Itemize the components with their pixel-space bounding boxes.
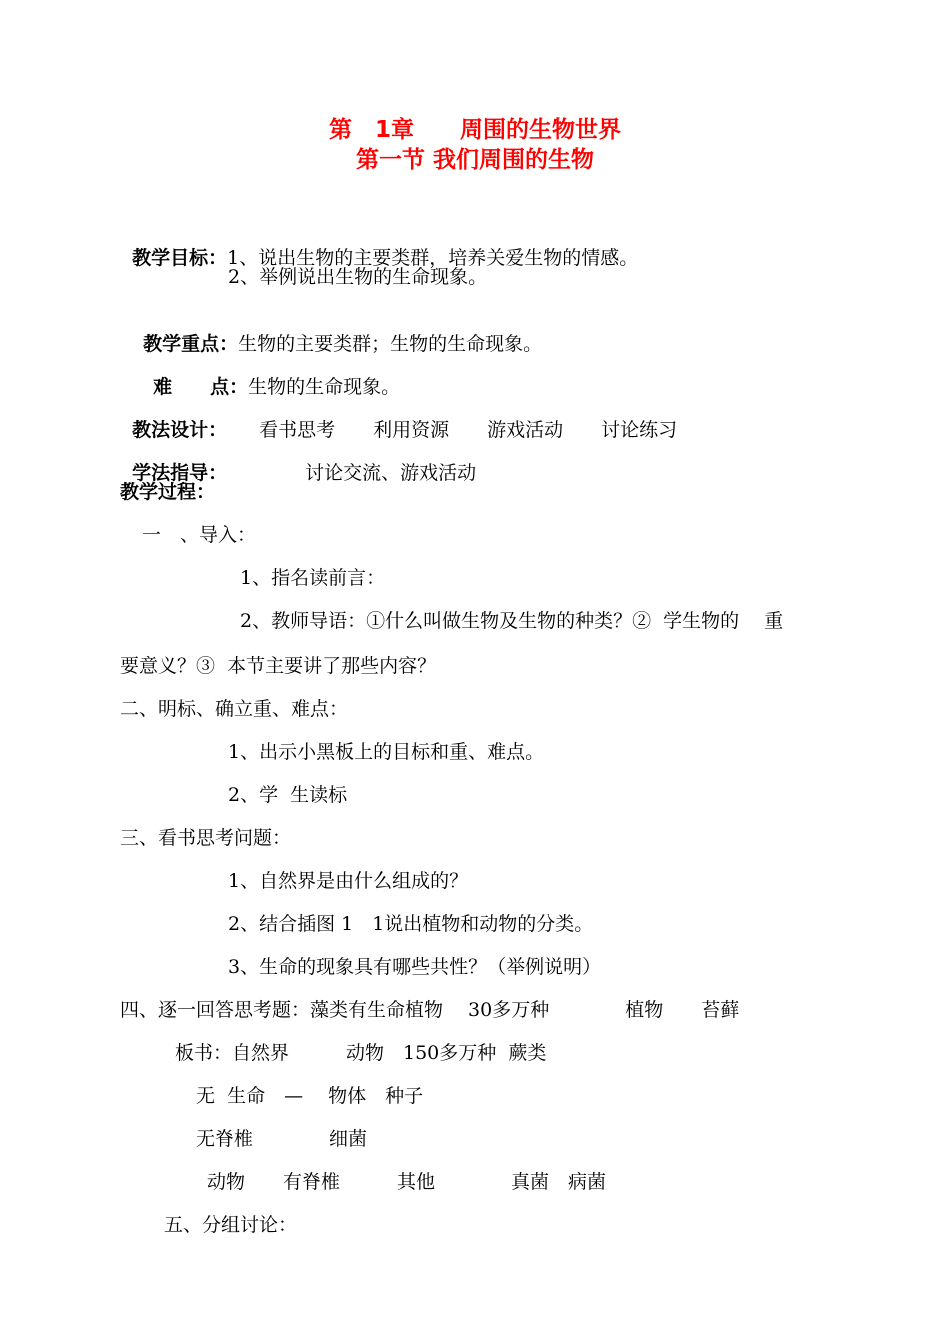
difficulty-label: 难 点： xyxy=(153,376,249,398)
step2-heading: 二、明标、确立重、难点： xyxy=(120,698,349,720)
step1-item-2-line-2: 要意义？③ 本节主要讲了那些内容？ xyxy=(120,655,437,677)
key-points-text: 生物的主要类群；生物的生命现象。 xyxy=(238,333,543,355)
step2-item-1: 1、出示小黑板上的目标和重、难点。 xyxy=(228,741,545,763)
step3-item-1: 1、自然界是由什么组成的？ xyxy=(228,870,469,892)
key-points-line xyxy=(131,308,542,356)
difficulty-line xyxy=(141,351,400,399)
step4-line-4: 无脊椎 细菌 xyxy=(196,1128,368,1150)
step1-heading: 一 、导入： xyxy=(142,524,257,546)
study-guide-text: 讨论交流、游戏活动 xyxy=(305,462,477,484)
step4-line-1: 四、逐一回答思考题：藻类有生命植物 30多万种 植物 苔藓 xyxy=(120,999,740,1021)
section-title: 第一节 我们周围的生物 xyxy=(355,147,594,173)
goals-label: 教学目标： xyxy=(132,247,228,269)
chapter-title: 第 1章 周围的生物世界 xyxy=(328,117,621,143)
study-guide-line xyxy=(120,437,476,485)
study-guide-label: 学法指导： xyxy=(132,462,228,484)
difficulty-text: 生物的生命现象。 xyxy=(248,376,401,398)
step1-item-2-line-1: 2、教师导语：①什么叫做生物及生物的种类？② 学生物的 重 xyxy=(240,610,784,632)
step5-heading: 五、分组讨论： xyxy=(164,1214,298,1236)
step4-line-5: 动物 有脊椎 其他 真菌 病菌 xyxy=(207,1171,607,1193)
step3-item-3: 3、生命的现象具有哪些共性？（举例说明） xyxy=(228,956,602,978)
step3-heading: 三、看书思考问题： xyxy=(120,827,292,849)
step4-line-2: 板书：自然界 动物 150多万种 蕨类 xyxy=(175,1042,547,1064)
methods-text: 看书思考 利用资源 游戏活动 讨论练习 xyxy=(259,419,678,441)
key-points-label: 教学重点： xyxy=(143,333,239,355)
process-label: 教学过程： xyxy=(120,481,216,503)
step3-item-2: 2、结合插图 1 1说出植物和动物的分类。 xyxy=(228,913,594,935)
step4-line-3: 无 生命 — 物体 种子 xyxy=(196,1085,424,1107)
goal-item-1: 1、说出生物的主要类群，培养关爱生物的情感。 xyxy=(227,247,639,269)
step1-item-1: 1、指名读前言： xyxy=(240,567,386,589)
methods-label: 教法设计： xyxy=(132,419,228,441)
goals-line-1 xyxy=(120,222,638,270)
methods-line xyxy=(120,394,677,442)
goal-item-2: 2、举例说出生物的生命现象。 xyxy=(228,266,488,288)
step2-item-2: 2、学 生读标 xyxy=(228,784,348,806)
